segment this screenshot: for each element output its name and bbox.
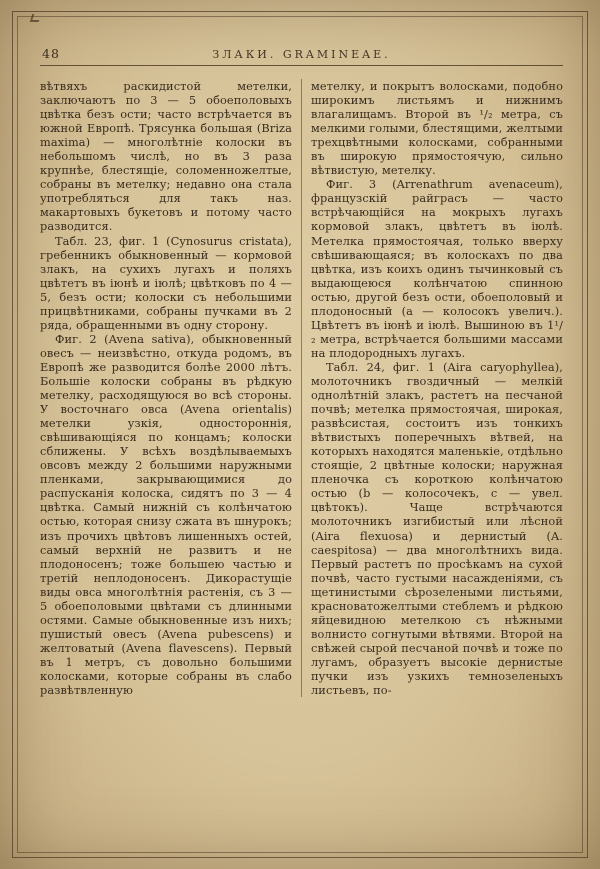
chapter-running-title: ЗЛАКИ. GRAMINEAE. bbox=[212, 48, 391, 61]
left-column bbox=[40, 79, 292, 697]
paragraph: Фиг. 3 (Arrenathrum avenaceum), французскій райграсъ — часто встрѣчающійся на мокрыхъ лугахъ кормовой злакъ, цвѣтетъ въ іюлѣ. Метелка прямостоячая, только вверху свѣшивающаяся; въ колоскахъ по два цвѣтка, изъ коихъ одинъ тычинковый съ выдающеюся колѣнчатою спинною остью, другой безъ ости, обоеполовый и плодоносный (a — колосокъ увелич.). Цвѣтетъ въ іюнѣ и іюлѣ. Вышиною въ 1¹/₂ метра, встрѣчается большими массами на плодородныхъ лугахъ. bbox=[311, 177, 563, 360]
paragraph: вѣтвяхъ раскидистой метелки, заключаютъ по 3 — 5 обоеполовыхъ цвѣтка безъ ости; часто встрѣчается въ южной Европѣ. Трясунка большая (Briza maxima) — многолѣтніе колоски въ небольшомъ числѣ, но въ 3 раза крупнѣе, блестящіе, соломенножелтые, собраны въ метелку; недавно она стала употребляться для такъ наз. макартовыхъ букетовъ и потому часто разводится. bbox=[40, 79, 292, 234]
header-rule bbox=[40, 65, 563, 66]
paragraph: метелку, и покрытъ волосками, подобно широкимъ листьямъ и нижнимъ влагалищамъ. Второй въ ¹/₂ метра, съ мелкими голыми, блестящими, желтыми трехцвѣтными колосками, собранными въ широкую прямостоячую, сильно вѣтвистую, метелку. bbox=[311, 79, 563, 178]
paragraph: Табл. 23, фиг. 1 (Cynosurus cristata), гребенникъ обыкновенный — кормовой злакъ, на сухихъ лугахъ и поляхъ цвѣтетъ въ іюнѣ и іюлѣ; цвѣтковъ по 4 — 5, безъ ости; колоски съ небольшими прицвѣтниками, собраны пучками въ 2 ряда, обращенными въ одну сторону. bbox=[40, 233, 292, 332]
page-number: 48 bbox=[42, 46, 60, 61]
running-head bbox=[40, 46, 563, 63]
page-content bbox=[40, 46, 563, 849]
column-divider bbox=[301, 79, 302, 697]
text-columns bbox=[40, 79, 563, 697]
right-column bbox=[311, 79, 563, 697]
paragraph: Табл. 24, фиг. 1 (Aira caryophyllea), молоточникъ гвоздичный — мелкій однолѣтній злакъ, растетъ на песчаной почвѣ; метелка прямостоячая, широкая, развѣсистая, состоитъ изъ тонкихъ вѣтвистыхъ поперечныхъ вѣтвей, на которыхъ находятся маленькіе, отдѣльно стоящіе, 2 цвѣтные колоски; наружная пленочка съ короткою колѣнчатою остью (b — колосочекъ, c — увел. цвѣтокъ). Чаще встрѣчаются молоточникъ изгибистый или лѣсной (Aira flexuosa) и дернистый (A. caespitosa) — два многолѣтнихъ вида. Первый растетъ по просѣкамъ на сухой почвѣ, часто густыми насажденіями, съ щетинистыми сѣрозелеными листьями, красноватожелтыми стеблемъ и рѣдкою яйцевидною метелкою съ нѣжными волнисто согнутыми вѣтвями. Второй на свѣжей сырой песчаной почвѣ и тоже по лугамъ, образуетъ высокіе дернистые пучки изъ узкихъ темнозеленыхъ листьевъ, по- bbox=[311, 359, 564, 698]
paragraph: Фиг. 2 (Avena sativa), обыкновенный овесъ — неизвѣстно, откуда родомъ, въ Европѣ же разводится болѣе 2000 лѣтъ. Большіе колоски собраны въ рѣдкую метелку, расходящуюся во всѣ стороны. У восточнаго овса (Avena orientalis) метелки узкія, одностороннія, свѣшивающіяся по концамъ; колоски сближены. У всѣхъ воздѣлываемыхъ овсовъ между 2 большими наружными пленками, закрывающимися до распусканія колоска, сидятъ по 3 — 4 цвѣтка. Самый нижній съ колѣнчатою остью, которая снизу сжата въ шнурокъ; изъ прочихъ цвѣтовъ лишенныхъ остей, самый верхній не развитъ и не плодоносенъ; тоже большею частью и третій неплодоносенъ. Дикорастущіе виды овса многолѣтнія растенія, съ 3 — 5 обоеполовыми цвѣтами съ длинными остями. Самые обыкновенные изъ нихъ; пушистый овесъ (Avena pubescens) и желтоватый (Avena flavescens). Первый въ 1 метръ, съ довольно большими колосками, которые собраны въ слабо развѣтвленную bbox=[40, 331, 292, 698]
